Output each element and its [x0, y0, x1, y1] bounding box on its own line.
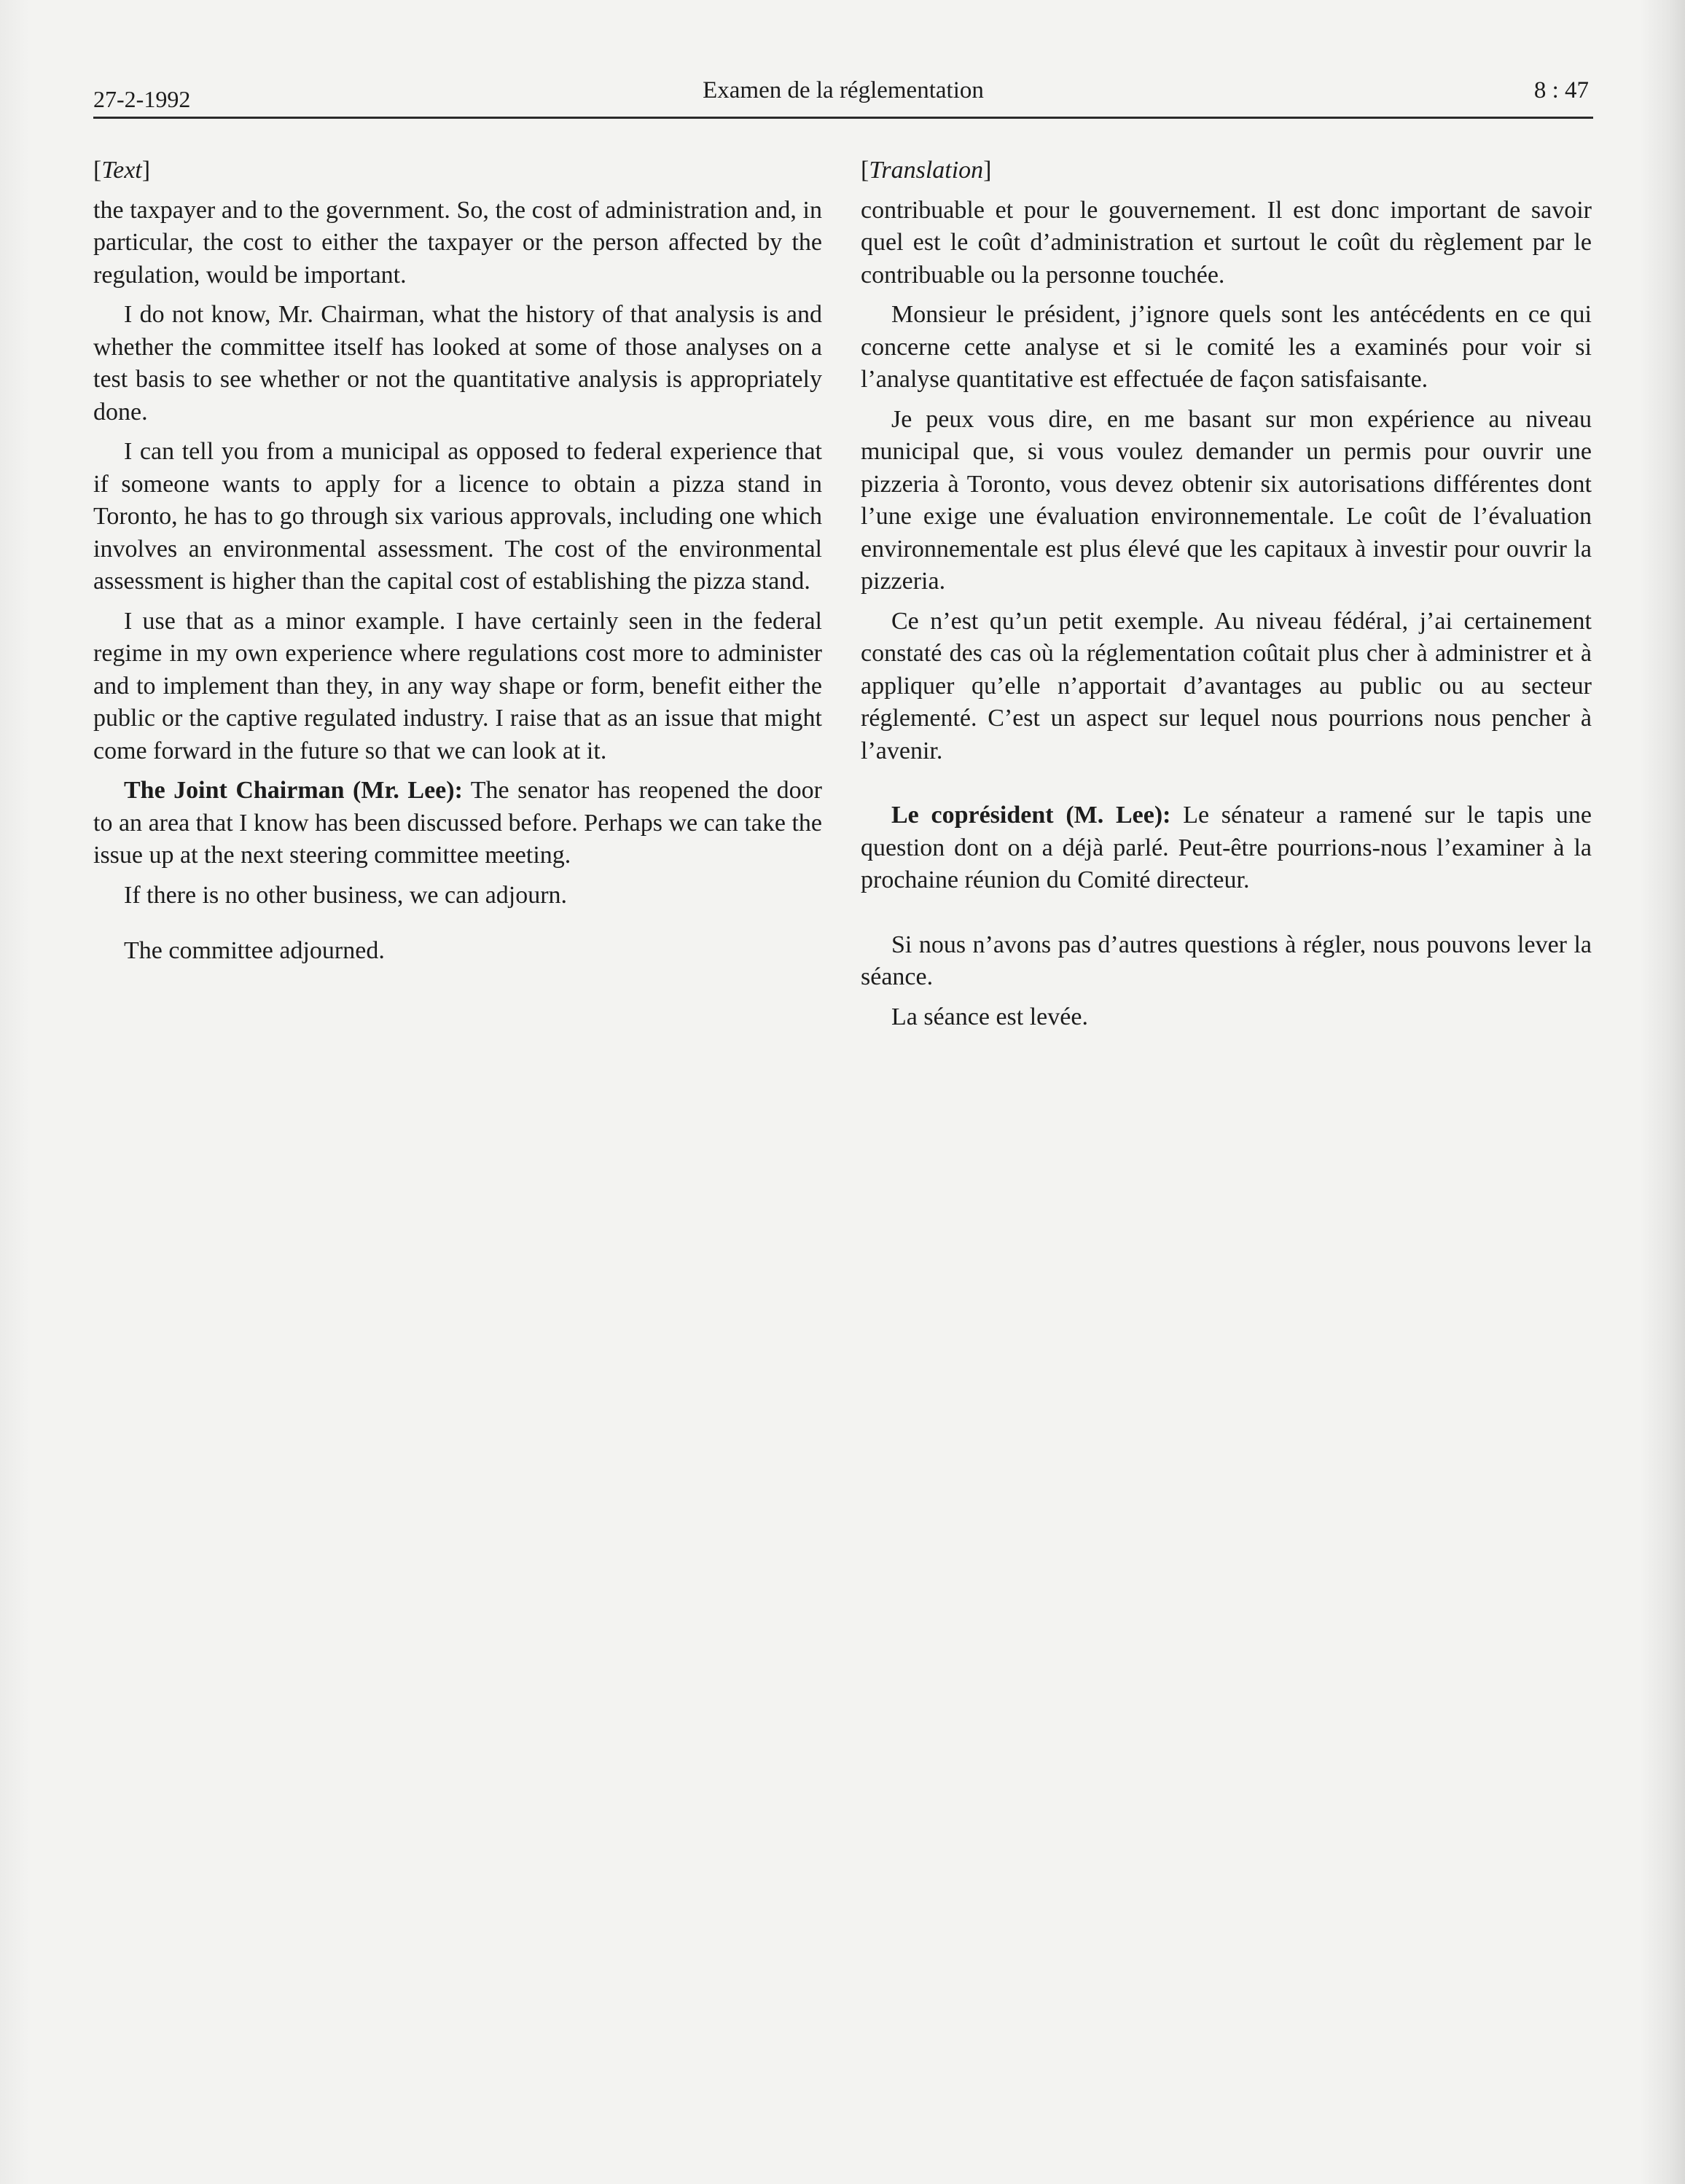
paragraph: If there is no other business, we can adjourn.	[124, 881, 568, 909]
paragraph: I do not know, Mr. Chairman, what the history of that analysis is and whether the committee itself has looked at some of those analyses on a test basis to see whether or not the quantitative analysis is appropriately done.	[93, 301, 822, 426]
french-column	[861, 154, 1592, 1041]
header-page-number: 8 : 47	[1533, 77, 1589, 103]
column-label-text: [Text]	[93, 157, 151, 184]
header-date: 27-2-1992	[93, 86, 191, 112]
paragraph: I can tell you from a municipal as opposed to federal experience that if someone wants to apply for a licence to obtain a pizza stand in Toronto, he has to go through six various approvals, including one which involves an environmental assessment. The cost of the environmental assessment is higher than the capital cost of establishing the pizza stand.	[93, 438, 822, 595]
page-header	[93, 73, 1593, 119]
paragraph: I use that as a minor example. I have certainly seen in the federal regime in my own experience where regulations cost more to administer and to implement than they, in any way shape or form, benefit either the public or the captive regulated industry. I raise that as an issue that might come forward in the future so that we can look at it.	[93, 607, 822, 764]
paragraph: Monsieur le président, j’ignore quels sont les antécédents en ce qui concerne cette analyse et si le comité les a examinés pour voir si l’analyse quantitative est effectuée de façon satisfaisante.	[861, 301, 1592, 393]
paragraph: contribuable et pour le gouvernement. Il est donc important de savoir quel est le coût d’administration et surtout le coût du règlement par le contribuable ou la personne touchée.	[861, 196, 1592, 289]
column-label-translation: [Translation]	[861, 157, 992, 184]
paragraph: Ce n’est qu’un petit exemple. Au niveau fédéral, j’ai certainement constaté des cas où la réglementation coûtait plus cher à administrer et à appliquer qu’elle n’apportait d’avantages au public ou au secteur réglementé. C’est un aspect sur lequel nous pourrions nous pencher à l’avenir.	[861, 607, 1592, 764]
paragraph: Je peux vous dire, en me basant sur mon expérience au niveau municipal que, si vous voulez demander un permis pour ouvrir une pizzeria à Toronto, vous devez obtenir six autorisations différentes dont l’une exige une évaluation environnementale. Le coût de l’évaluation environnementale est plus élevé que les capitaux à investir pour ouvrir la pizzeria.	[861, 405, 1592, 595]
paragraph: La séance est levée.	[891, 1003, 1088, 1030]
paragraph: the taxpayer and to the government. So, the cost of administration and, in particular, the cost to either the taxpayer or the person affected by the regulation, would be important.	[93, 196, 822, 289]
speaker-paragraph: The Joint Chairman (Mr. Lee): The senator has reopened the door to an area that I know has been discussed before. Perhaps we can take the issue up at the next steering committee meeting.	[93, 777, 822, 869]
paragraph: The committee adjourned.	[124, 937, 385, 964]
speaker-paragraph: Le coprésident (M. Lee): Le sénateur a ramené sur le tapis une question dont on a déjà parlé. Peut-être pourrions-nous l’examiner à la prochaine réunion du Comité directeur.	[861, 802, 1592, 893]
english-column	[93, 154, 822, 975]
speaker-name: Le coprésident (M. Lee):	[891, 802, 1171, 829]
header-title: Examen de la réglementation	[703, 77, 984, 103]
speaker-name: The Joint Chairman (Mr. Lee):	[124, 777, 463, 804]
paragraph: Si nous n’avons pas d’autres questions à régler, nous pouvons lever la séance.	[861, 931, 1592, 990]
